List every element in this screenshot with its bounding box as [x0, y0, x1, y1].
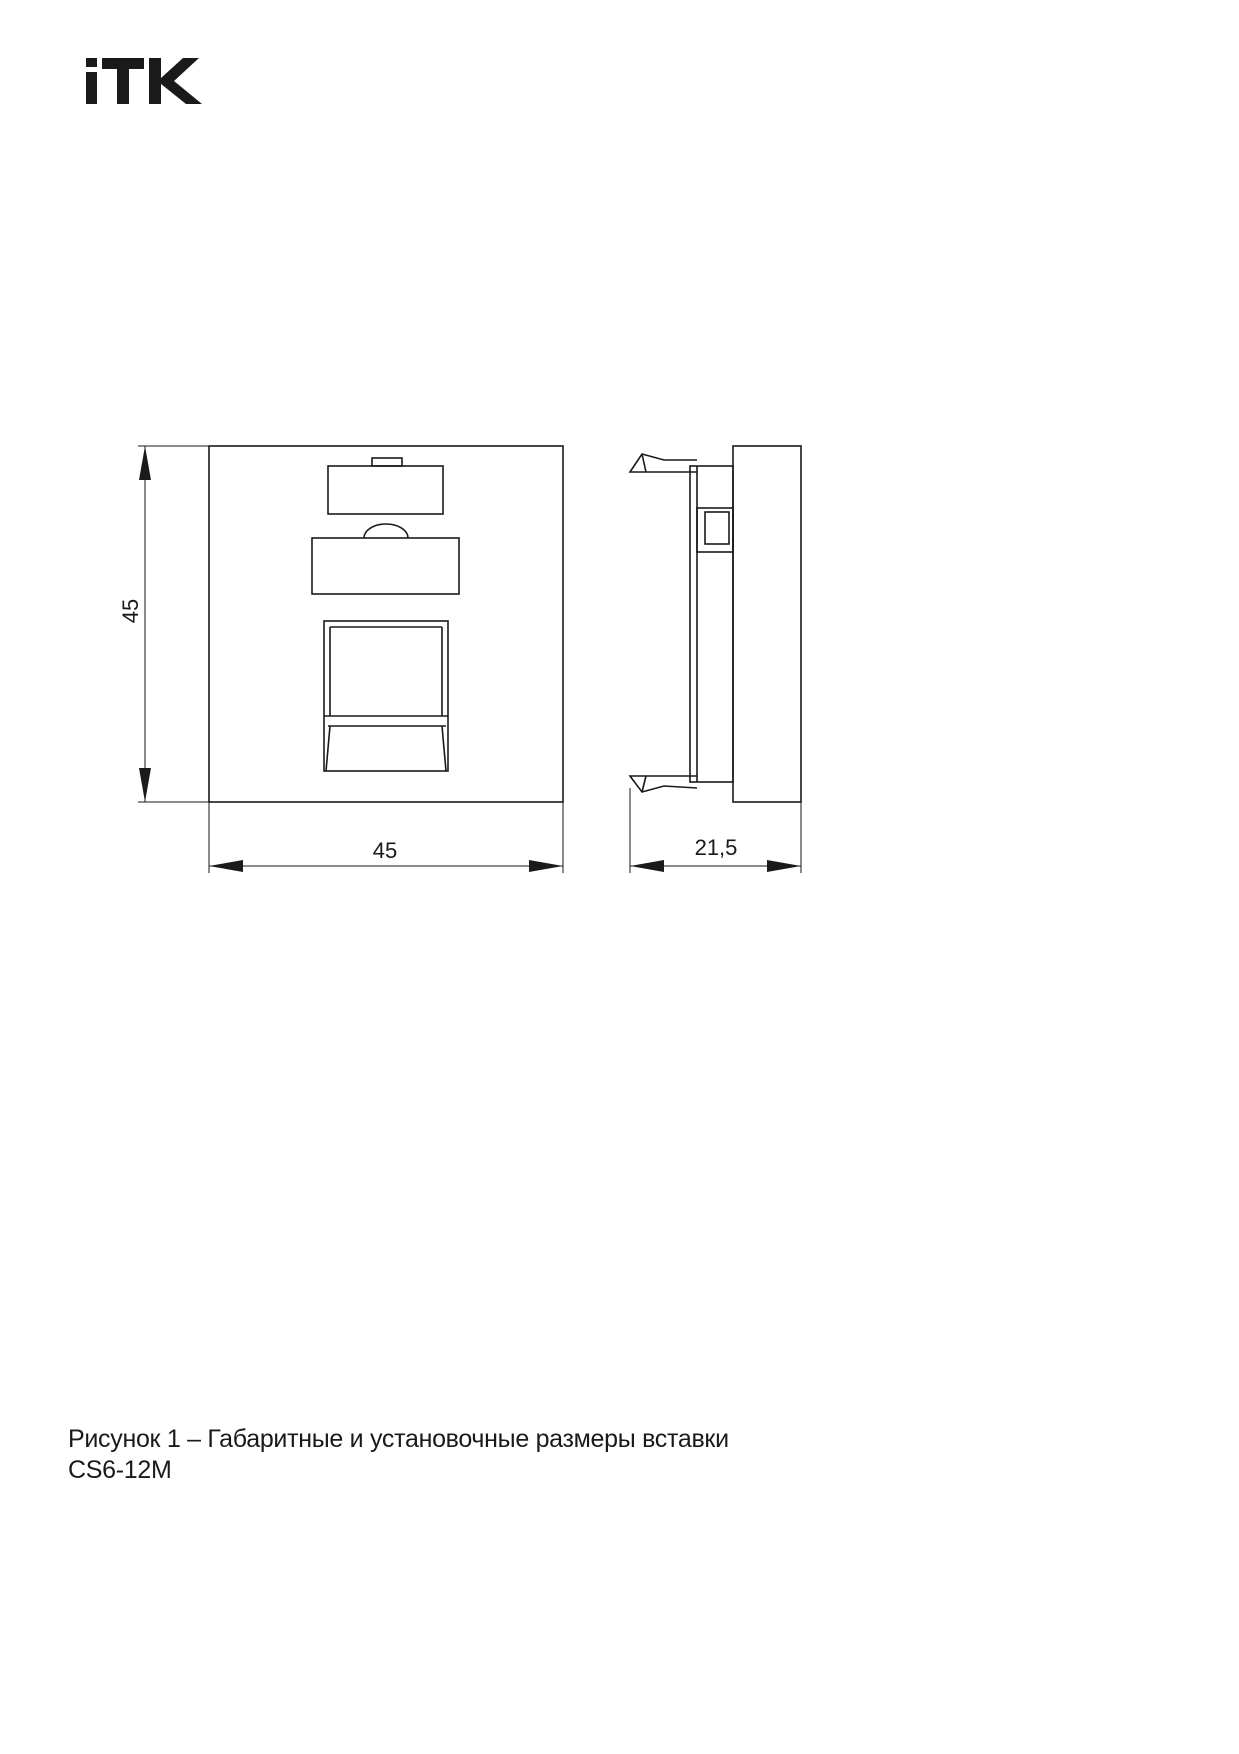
socket — [324, 621, 448, 771]
lower-shutter — [312, 538, 459, 594]
depth-dimension-label: 21,5 — [694, 835, 738, 860]
arrow-right-icon — [767, 860, 801, 872]
height-dimension-label: 45 — [118, 598, 143, 624]
side-face-plate — [733, 446, 801, 802]
arrow-up-icon — [139, 446, 151, 480]
caption-line-2: CS6-12M — [68, 1456, 172, 1484]
upper-clip — [630, 454, 697, 472]
side-view — [630, 446, 801, 873]
arrow-left-icon — [209, 860, 243, 872]
lower-clip — [630, 776, 697, 792]
figure-caption — [68, 1424, 729, 1486]
front-view — [138, 446, 563, 873]
caption-line-1: Рисунок 1 – Габаритные и установочные размеры вставки — [68, 1425, 729, 1453]
arrow-right-icon — [529, 860, 563, 872]
arrow-down-icon — [139, 768, 151, 802]
width-dimension-label: 45 — [372, 838, 398, 863]
front-frame — [209, 446, 563, 802]
top-shutter — [328, 466, 443, 514]
arrow-left-icon — [630, 860, 664, 872]
